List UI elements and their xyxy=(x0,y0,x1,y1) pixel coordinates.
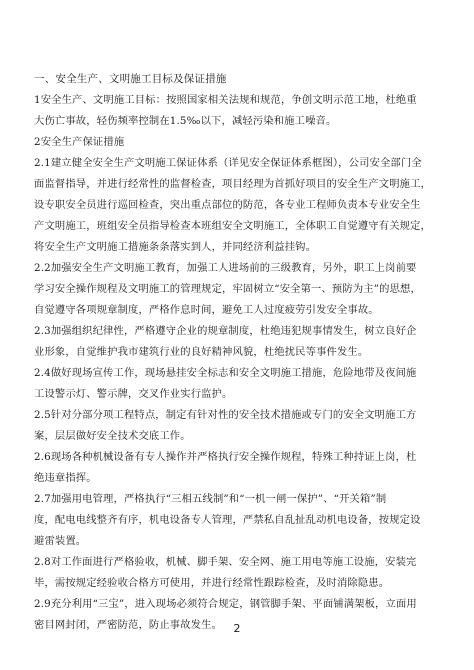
text-line: 1安全生产、文明施工目标：按照国家相关法规和规范，争创文明示范工地，杜绝重 xyxy=(34,94,417,106)
text-line: 2.8对工作面进行严格验收，机械、脚手架、安全网、施工用电等施工设施，安装完 xyxy=(34,556,417,568)
page-number: 2 xyxy=(233,622,241,635)
text-line: 避雷装置。 xyxy=(34,535,87,547)
paragraph xyxy=(34,321,440,363)
paragraph xyxy=(34,90,440,132)
text-line: 绝违章指挥。 xyxy=(34,472,97,484)
text-line: 2.3加强组织纪律性，严格遵守企业的规章制度，杜绝违犯规事情发生，树立良好企 xyxy=(34,325,417,337)
text-line: 设专职安全员进行巡回检查，突出重点部位的防范，各专业工程师负责本专业安全生 xyxy=(34,199,421,211)
paragraph xyxy=(34,153,440,258)
paragraph xyxy=(34,447,440,489)
body-text xyxy=(34,90,440,636)
paragraph xyxy=(34,552,440,594)
paragraph xyxy=(34,258,440,321)
section-title: 一、安全生产、文明施工目标及保证措施 xyxy=(34,73,227,85)
text-line: 将安全生产文明施工措施条条落实到人，并同经济利益挂钩。 xyxy=(34,241,317,253)
paragraph xyxy=(34,363,440,405)
paragraph xyxy=(34,405,440,447)
text-line: 学习安全操作规程及文明施工的管理规定，牢固树立“安全第一、预防为主”的思想， xyxy=(34,283,421,295)
paragraph xyxy=(34,132,440,153)
text-line: 工设警示灯、警示牌，交叉作业实行监护。 xyxy=(34,388,233,400)
text-line: 2.9充分利用“三宝”，进入现场必须符合规定，钢管脚手架、平面铺满架板，立面用 xyxy=(34,598,417,610)
text-line: 2.5针对分部分项工程特点，制定有针对性的安全技术措施或专门的安全文明施工方 xyxy=(34,409,417,421)
text-line: 2.4做好现场宣传工作，现场悬挂安全标志和安全文明施工措施，危险地带及夜间施 xyxy=(34,367,417,379)
text-line: 案，层层做好安全技术交底工作。 xyxy=(34,430,191,442)
text-line: 面监督指导，并进行经常性的监督检查，项目经理为首抓好项目的安全生产文明施工， xyxy=(34,178,431,190)
text-line: 2.7加强用电管理，严格执行“三相五线制”和“一机一闸一保护”、“开关箱”制 xyxy=(34,493,387,505)
text-line: 度，配电电线整齐有序，机电设备专人管理，严禁私自乱扯乱动机电设备，按规定设 xyxy=(34,514,421,526)
text-line: 毕，需按规定经验收合格方可使用，并进行经常性跟踪检查，及时消除隐患。 xyxy=(34,577,390,589)
text-line: 密目网封闭，严密防范，防止事故发生。 xyxy=(34,619,223,631)
paragraph xyxy=(34,489,440,552)
text-line: 大伤亡事故，轻伤频率控制在1.5‰以下，减轻污染和施工噪音。 xyxy=(34,115,337,127)
text-line: 2.2加强安全生产文明施工教育，加强工人进场前的三级教育，另外，职工上岗前要 xyxy=(34,262,417,274)
text-line: 2安全生产保证措施 xyxy=(34,136,125,148)
text-line: 业形象，自觉维护我市建筑行业的良好精神风貌，杜绝扰民等事件发生。 xyxy=(34,346,369,358)
text-line: 自觉遵守各项规章制度，严格作息时间，避免工人过度疲劳引发安全事故。 xyxy=(34,304,379,316)
text-line: 2.6现场各种机械设备有专人操作并严格执行安全操作规程，特殊工种持证上岗，杜 xyxy=(34,451,417,463)
text-line: 2.1建立健全安全生产文明施工保证体系（详见安全保证体系框图），公司安全部门全 xyxy=(34,157,422,169)
text-line: 产文明施工，班组安全员指导检查本班组安全文明施工，全体职工自觉遵守有关规定， xyxy=(34,220,431,232)
